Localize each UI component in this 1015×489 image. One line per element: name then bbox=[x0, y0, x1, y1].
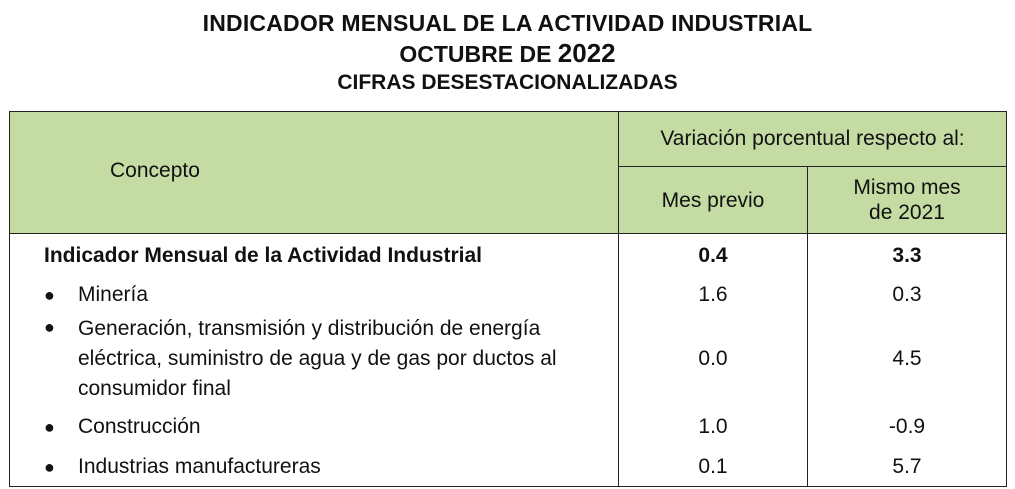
row-concepto: Indicador Mensual de la Actividad Industrial bbox=[10, 234, 619, 279]
row-mismo-mes: 3.3 bbox=[808, 234, 1007, 279]
bullet-icon: ● bbox=[44, 417, 55, 437]
row-concepto: ● Construcción bbox=[10, 406, 619, 448]
row-mes-previo: 0.4 bbox=[619, 234, 808, 279]
bullet-icon: ● bbox=[44, 317, 55, 337]
row-mismo-mes: 0.3 bbox=[808, 278, 1007, 312]
header-variacion: Variación porcentual respecto al: bbox=[619, 112, 1007, 167]
row-concepto: ● Minería bbox=[10, 278, 619, 312]
row-concepto: ● Industrias manufactureras bbox=[10, 448, 619, 486]
header-mismo-mes: Mismo mes de 2021 bbox=[808, 167, 1007, 234]
title-line-3: CIFRAS DESESTACIONALIZADAS bbox=[337, 71, 678, 94]
row-mes-previo: 0.0 bbox=[619, 312, 808, 406]
title-block bbox=[0, 8, 1015, 97]
table-row bbox=[10, 448, 1007, 486]
row-mes-previo: 1.6 bbox=[619, 278, 808, 312]
title-month: OCTUBRE DE bbox=[399, 41, 558, 67]
title-line-2 bbox=[0, 38, 1015, 69]
row-mismo-mes: -0.9 bbox=[808, 406, 1007, 448]
row-mismo-mes: 4.5 bbox=[808, 312, 1007, 406]
header-mes-previo: Mes previo bbox=[619, 167, 808, 234]
bullet-icon: ● bbox=[44, 456, 55, 477]
table-row bbox=[10, 234, 1007, 279]
table-row bbox=[10, 406, 1007, 448]
bullet-icon: ● bbox=[44, 285, 55, 305]
row-concepto: ● Generación, transmisión y distribución de energía eléctrica, suministro de agua y de gas por ductos al consumidor final bbox=[10, 312, 619, 406]
indicator-table bbox=[9, 111, 1007, 487]
table-row bbox=[10, 312, 1007, 406]
table-row bbox=[10, 278, 1007, 312]
header-concepto: Concepto bbox=[10, 112, 619, 234]
title-line-1: INDICADOR MENSUAL DE LA ACTIVIDAD INDUSTRIAL bbox=[202, 10, 813, 36]
row-mes-previo: 0.1 bbox=[619, 448, 808, 486]
row-mes-previo: 1.0 bbox=[619, 406, 808, 448]
title-year: 2022 bbox=[557, 38, 616, 68]
row-mismo-mes: 5.7 bbox=[808, 448, 1007, 486]
